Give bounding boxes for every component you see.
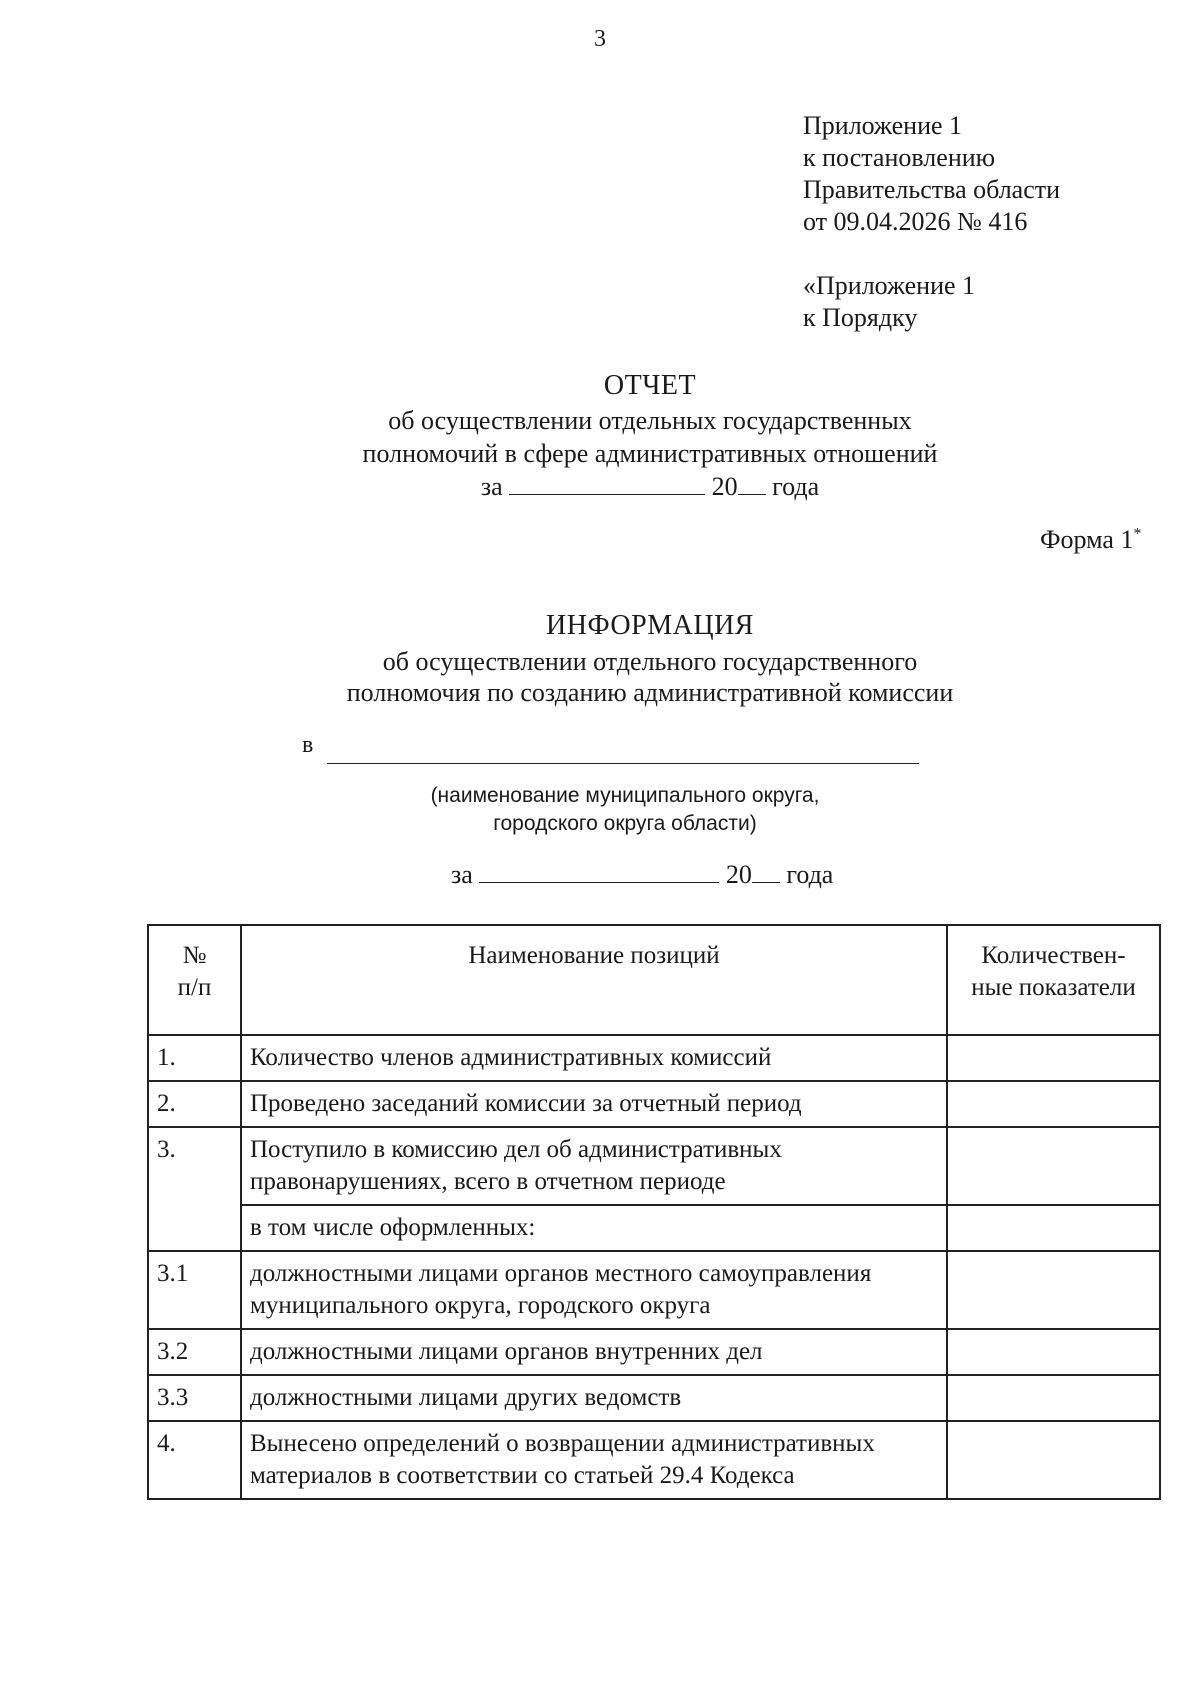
header-name: Наименование позиций (241, 925, 947, 1035)
row-name: Поступило в комиссию дел об административных правонарушениях, всего в отчетном периоде (241, 1127, 947, 1205)
annex-line-1: Приложение 1 (803, 111, 963, 140)
row-value-cell[interactable] (947, 1081, 1160, 1127)
row-num: 4. (148, 1421, 241, 1499)
row-value-cell[interactable] (947, 1421, 1160, 1499)
table-row (148, 1035, 1160, 1081)
header-value-line-2: ные показатели (971, 974, 1136, 1001)
table-row (148, 1251, 1160, 1329)
row-name: Проведено заседаний комиссии за отчетный период (241, 1081, 947, 1127)
row-value-cell[interactable] (947, 1375, 1160, 1421)
info-year-blank[interactable] (752, 860, 780, 883)
annex-sub-line-1: «Приложение 1 (803, 271, 976, 300)
report-year-suffix: года (772, 472, 820, 501)
table-row (148, 1421, 1160, 1499)
info-v-label: в (302, 732, 314, 758)
row-name: должностными лицами органов местного самоуправления муниципального округа, городского округа (241, 1251, 947, 1329)
row-name: должностными лицами органов внутренних дел (241, 1329, 947, 1375)
form-label (1040, 525, 1141, 555)
info-line-2: полномочия по созданию административной комиссии (346, 678, 954, 707)
annex-header (803, 110, 1060, 238)
info-za: за (451, 860, 473, 889)
table-row (148, 1205, 1160, 1251)
header-num (148, 925, 241, 1035)
info-title: ИНФОРМАЦИЯ (546, 610, 754, 641)
row-name: должностными лицами других ведомств (241, 1375, 947, 1421)
row-num: 3.2 (148, 1329, 241, 1375)
info-year-prefix: 20 (725, 860, 752, 889)
report-title: ОТЧЕТ (603, 370, 697, 401)
report-line-2: полномочий в сфере административных отношений (362, 439, 938, 468)
info-period-blank[interactable] (479, 860, 719, 883)
report-year-prefix: 20 (711, 472, 738, 501)
form-footnote-mark: * (1133, 525, 1142, 543)
row-num: 3.3 (148, 1375, 241, 1421)
row-num: 2. (148, 1081, 241, 1127)
row-value-cell[interactable] (947, 1329, 1160, 1375)
page-number: 3 (594, 26, 606, 52)
municipality-hint-2: городского округа области) (493, 812, 757, 835)
report-line-1: об осуществлении отдельных государственных (388, 406, 912, 435)
header-num-line-1: № (182, 942, 207, 969)
header-value-line-1: Количествен- (981, 942, 1126, 969)
row-value-cell[interactable] (947, 1035, 1160, 1081)
row-name: Количество членов административных комиссий (241, 1035, 947, 1081)
table-header-row (148, 925, 1160, 1035)
row-value-cell[interactable] (947, 1205, 1160, 1251)
row-num: 3.1 (148, 1251, 241, 1329)
annex-line-3: Правительства области (803, 175, 1061, 204)
row-name: Вынесено определений о возвращении административных материалов в соответствии со статьей 29.4 Кодекса (241, 1421, 947, 1499)
table-row (148, 1375, 1160, 1421)
table-row (148, 1127, 1160, 1205)
report-year-blank[interactable] (738, 472, 766, 495)
row-value-cell[interactable] (947, 1251, 1160, 1329)
info-period (451, 858, 833, 891)
form-label-text: Форма 1 (1040, 525, 1134, 554)
annex-sub-line-2: к Порядку (803, 303, 918, 332)
header-value (947, 925, 1160, 1035)
table-row (148, 1081, 1160, 1127)
table-row (148, 1329, 1160, 1375)
row-name: в том числе оформленных: (241, 1205, 947, 1251)
row-num: 1. (148, 1035, 241, 1081)
annex-sub (803, 270, 975, 334)
indicators-table (147, 924, 1161, 1500)
annex-line-2: к постановлению (803, 143, 996, 172)
municipality-hint-1: (наименование муниципального округа, (430, 784, 820, 807)
row-value-cell[interactable] (947, 1127, 1160, 1205)
report-period-blank[interactable] (509, 472, 705, 495)
row-num: 3. (148, 1127, 241, 1251)
report-period (0, 470, 1200, 503)
municipality-name-line[interactable] (327, 763, 919, 764)
header-num-line-2: п/п (177, 974, 212, 1001)
report-za: за (480, 472, 503, 501)
info-line-1: об осуществлении отдельного государственного (382, 647, 918, 676)
annex-line-4: от 09.04.2026 № 416 (803, 207, 1028, 236)
info-year-suffix: года (786, 860, 834, 889)
